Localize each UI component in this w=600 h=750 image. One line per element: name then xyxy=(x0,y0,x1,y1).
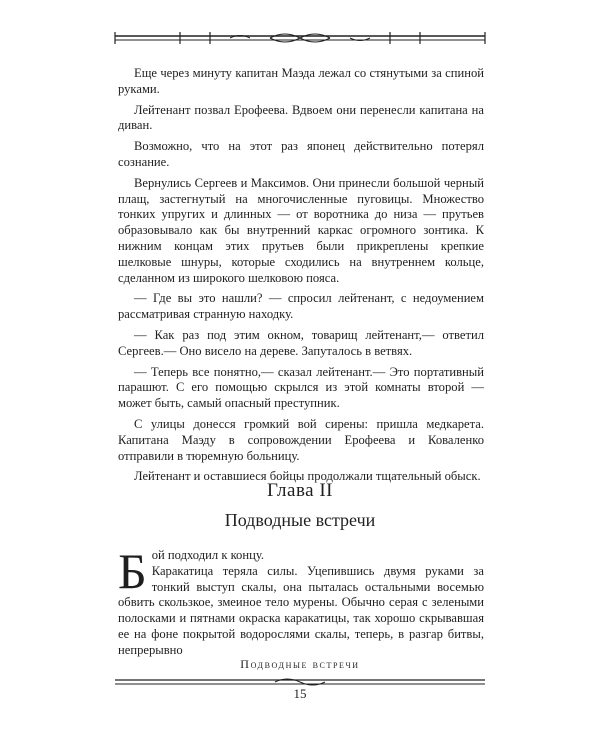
paragraph: Возможно, что на этот раз японец действительно потерял сознание. xyxy=(118,139,484,169)
chapter-text-block xyxy=(118,543,484,659)
chapter-number: Глава II xyxy=(266,480,334,501)
chapter-first-line-text: ой подходил к концу. xyxy=(151,548,265,562)
paragraph: Еще через минуту капитан Маэда лежал со стянутыми за спиной руками. xyxy=(118,66,484,96)
chapter-body-text: Каракатица теряла силы. Уцепившись двумя руками за тонкий выступ скалы, она пыталась остальными восемью обвить скользкое, змеиное тело мурены. Обычно серая с зелеными полосками и пятнами окраска каракатицы, так хорошо скрывавшая ее на фоне покрытой водорослями скалы, теперь, в разгар битвы, непрерывно xyxy=(118,563,484,657)
paragraph: Вернулись Сергеев и Максимов. Они принесли большой черный плащ, застегнутый на многочисленные пуговицы. Множество тонких упругих и длинных — от воротника до низа — прутьев образовывало как бы внутренний каркас огромного зонтика. К нижним концам этих прутьев были прикреплены крепкие шелковые шнуры, которые сходились на внутреннем кольце, сделанном из широкого шелковою пояса. xyxy=(118,175,484,285)
paragraph: Лейтенант и оставшиеся бойцы продолжали тщательный обыск. xyxy=(134,469,481,484)
main-text-block xyxy=(118,66,484,490)
paragraph: — Где вы это нашли? — спросил лейтенант, с недоумением рассматривая странную находку. xyxy=(118,291,484,322)
page-number: 15 xyxy=(293,686,307,701)
chapter-paragraph xyxy=(118,564,484,659)
paragraph: С улицы донесся громкий вой сирены: пришла медкарета. Капитана Маэду в сопровождении Ерофеева и Коваленко отправили в тюремную больницу. xyxy=(118,416,484,463)
paragraph: Лейтенант позвал Ерофеева. Вдвоем они перенесли капитана на диван. xyxy=(118,102,484,133)
chapter-title: Подводные встречи xyxy=(224,510,376,530)
paragraph: — Как раз под этим окном, товарищ лейтенант,— ответил Сергеев.— Оно висело на дереве. Запуталось в ветвях. xyxy=(118,327,484,358)
chapter-first-line xyxy=(118,548,484,564)
paragraph: — Теперь все понятно,— сказал лейтенант.— Это портативный парашют. С его помощью скрылся из этой комнаты второй — может быть, самый опасный преступник. xyxy=(118,364,484,411)
running-footer: Подводные встречи xyxy=(240,657,360,671)
drop-cap: Б xyxy=(118,543,147,599)
top-ornament xyxy=(0,30,600,48)
